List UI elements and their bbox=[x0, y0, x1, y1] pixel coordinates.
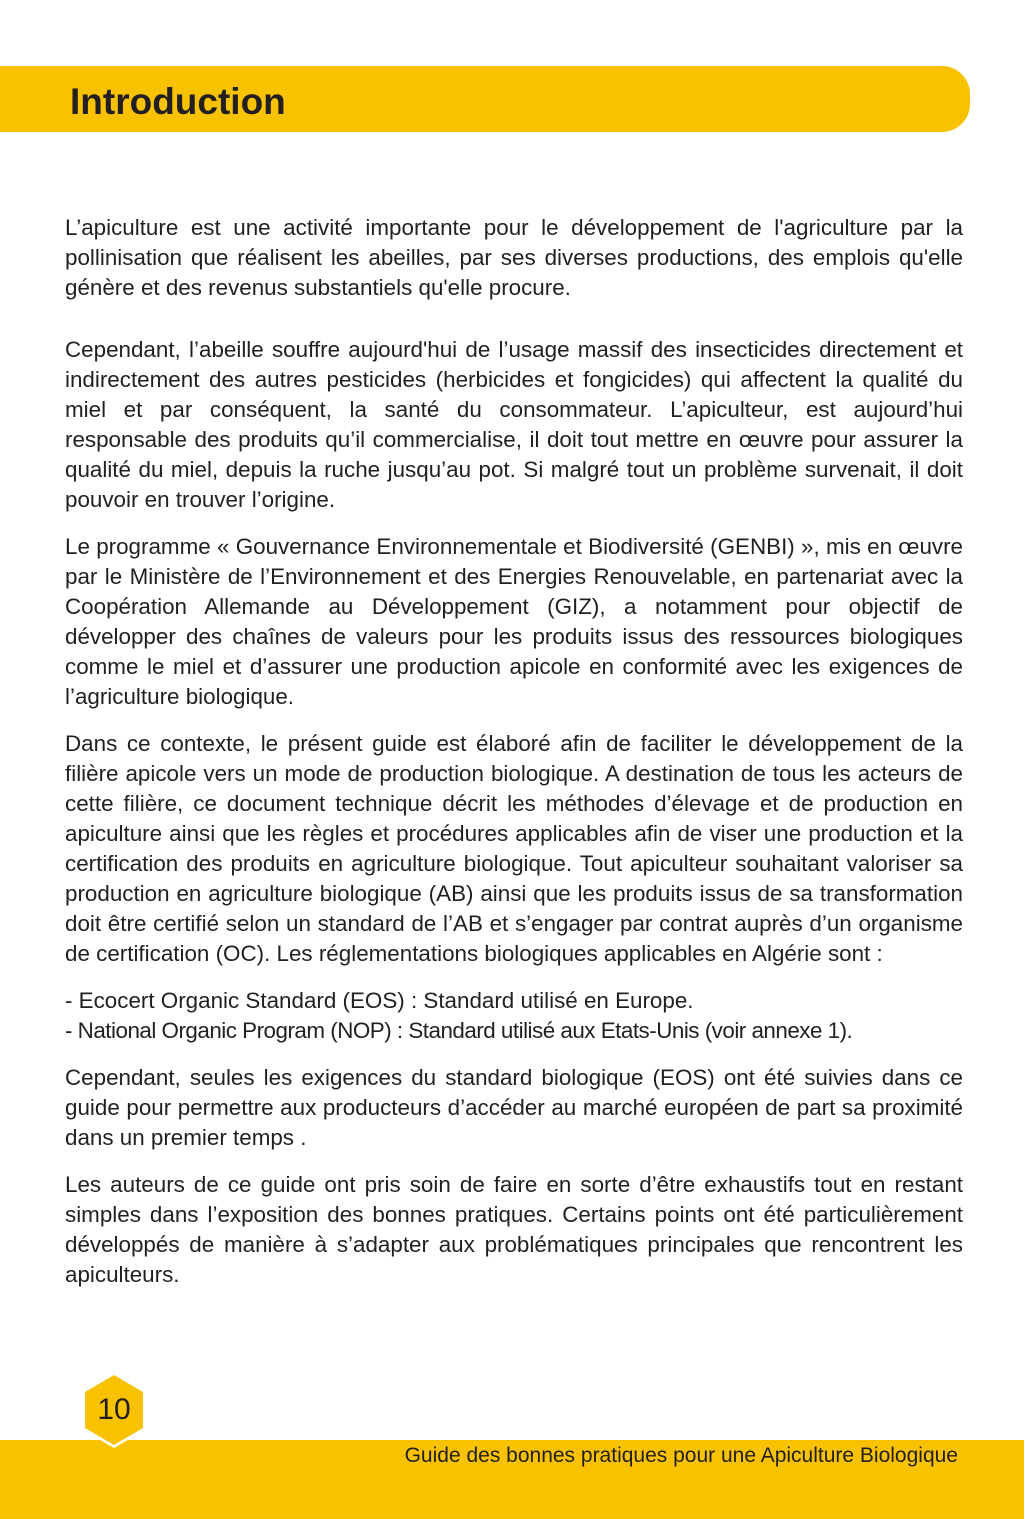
guide-title: Guide des bonnes pratiques pour une Apiculture Biologique bbox=[404, 1444, 958, 1467]
page-number: 10 bbox=[97, 1393, 131, 1426]
standards-list bbox=[65, 986, 963, 1046]
paragraph-2: Cependant, l’abeille souffre aujourd'hui de l’usage massif des insecticides directement et indirectement des autres pesticides (herbicides et fongicides) qui affectent la qualité du miel et par conséquent, la santé du consommateur. L’apiculteur, est aujourd’hui responsable des produits qu’il commercialise, il doit tout mettre en œuvre pour assurer la qualité du miel, depuis la ruche jusqu’au pot. Si malgré tout un problème survenait, il doit pouvoir en trouver l’origine. bbox=[65, 337, 963, 512]
main-content bbox=[65, 213, 963, 1290]
page-title: Introduction bbox=[70, 81, 286, 122]
paragraph-4: Dans ce contexte, le présent guide est élaboré afin de faciliter le développement de la filière apicole vers un mode de production biologique. A destination de tous les acteurs de cette filière, ce document technique décrit les méthodes d’élevage et de production en apiculture ainsi que les règles et procédures applicables afin de viser une production et la certification des produits en agriculture biologique. Tout apiculteur souhaitant valoriser sa production en agriculture biologique (AB) ainsi que les produits issus de sa transformation doit être certifié selon un standard de l’AB et s’engager par contrat auprès d’un organisme de certification (OC). Les réglementations biologiques applicables en Algérie sont : bbox=[65, 731, 963, 966]
paragraph-5: Cependant, seules les exigences du standard biologique (EOS) ont été suivies dans ce guide pour permettre aux producteurs d’accéder au marché européen de part sa proximité dans un premier temps . bbox=[65, 1065, 963, 1150]
paragraph-3: Le programme « Gouvernance Environnementale et Biodiversité (GENBI) », mis en œuvre par le Ministère de l’Environnement et des Energies Renouvelable, en partenariat avec la Coopération Allemande au Développement (GIZ), a notamment pour objectif de développer des chaînes de valeurs pour les produits issus des ressources biologiques comme le miel et d’assurer une production apicole en conformité avec les exigences de l’agriculture biologique. bbox=[65, 534, 963, 709]
list-item: - National Organic Program (NOP) : Standard utilisé aux Etats-Unis (voir annexe 1). bbox=[65, 1018, 853, 1043]
paragraph-6: Les auteurs de ce guide ont pris soin de faire en sorte d’être exhaustifs tout en restant simples dans l’exposition des bonnes pratiques. Certains points ont été particulièrement développés de manière à s’adapter aux problématiques principales que rencontrent les apiculteurs. bbox=[65, 1172, 963, 1287]
list-item: - Ecocert Organic Standard (EOS) : Standard utilisé en Europe. bbox=[65, 988, 694, 1013]
paragraph-1: L’apiculture est une activité importante pour le développement de l'agriculture par la pollinisation que réalisent les abeilles, par ses diverses productions, des emplois qu'elle génère et des revenus substantiels qu'elle procure. bbox=[65, 215, 963, 300]
